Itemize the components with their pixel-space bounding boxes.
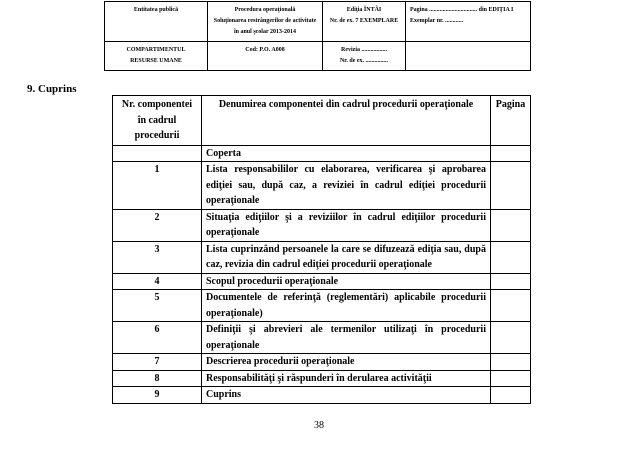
row-number: 9 <box>113 387 202 404</box>
header-row-1 <box>105 2 531 42</box>
row-component-name: Coperta <box>202 145 491 162</box>
row-number: 6 <box>113 322 202 354</box>
row-component-name: Scopul procedurii operaţionale <box>202 273 491 290</box>
procedure-title: Procedura operaţională <box>234 7 296 13</box>
header-row-2 <box>105 42 531 71</box>
row-page <box>491 162 531 210</box>
department-line-1: COMPARTIMENTUL <box>126 47 186 53</box>
table-row <box>113 145 531 162</box>
page-edition-label: Pagina ................................ din EDIŢIA I <box>410 7 514 13</box>
row-component-name: Situaţia ediţiilor şi a reviziilor în cadrul ediţiilor procedurii operaţionale <box>202 209 491 241</box>
page-number: 38 <box>314 420 324 431</box>
empty-cell <box>406 42 531 71</box>
table-row <box>113 290 531 322</box>
procedure-subtitle: Soluţionarea restrângerilor de activitate în anul şcolar 2013-2014 <box>213 18 317 35</box>
row-number: 2 <box>113 209 202 241</box>
code-cell <box>208 42 323 71</box>
edition-cell <box>323 2 406 42</box>
table-row <box>113 273 531 290</box>
header-page: Pagina <box>491 96 531 146</box>
row-component-name: Lista cuprinzând persoanele la care se difuzează ediţia sau, după caz, revizia din cadrul ediţiei procedurii operaţionale <box>202 241 491 273</box>
table-row <box>113 241 531 273</box>
row-page <box>491 273 531 290</box>
row-page <box>491 145 531 162</box>
table-row <box>113 322 531 354</box>
entity-label: Entitatea publică <box>133 7 179 13</box>
row-page <box>491 322 531 354</box>
row-number <box>113 145 202 162</box>
table-row <box>113 370 531 387</box>
contents-body <box>113 145 531 403</box>
revision-copies-label: Nr. de ex. ............... <box>339 58 389 64</box>
row-page <box>491 354 531 371</box>
copy-number-label: Exemplar nr. ............ <box>410 18 464 24</box>
table-row <box>113 162 531 210</box>
page-info-cell <box>406 2 531 42</box>
row-page <box>491 290 531 322</box>
procedure-code: Cod: P.O. A008 <box>245 47 285 53</box>
row-component-name: Definiţii şi abrevieri ale termenilor utilizaţi în procedurii operaţionale <box>202 322 491 354</box>
row-number: 4 <box>113 273 202 290</box>
copies-label: Nr. de ex. 7 EXEMPLARE <box>329 18 399 24</box>
document-header-table <box>104 1 531 71</box>
procedure-cell <box>208 2 323 42</box>
department-line-2: RESURSE UMANE <box>130 58 182 64</box>
table-row <box>113 387 531 404</box>
table-row <box>113 354 531 371</box>
row-component-name: Descrierea procedurii operaţionale <box>202 354 491 371</box>
row-page <box>491 387 531 404</box>
row-page <box>491 370 531 387</box>
row-number: 7 <box>113 354 202 371</box>
row-page <box>491 209 531 241</box>
contents-table <box>112 95 531 404</box>
row-number: 3 <box>113 241 202 273</box>
department-cell <box>105 42 208 71</box>
row-page <box>491 241 531 273</box>
edition-label: Ediţia ÎNTÂI <box>346 7 382 13</box>
table-row <box>113 209 531 241</box>
revision-label: Revizia ................. <box>341 47 387 53</box>
header-name: Denumirea componentei din cadrul procedurii operaţionale <box>202 96 491 146</box>
header-number: Nr. componentei în cadrul procedurii <box>113 96 202 146</box>
section-title: 9. Cuprins <box>27 83 77 95</box>
row-component-name: Responsabilităţi şi răspunderi în derularea activităţii <box>202 370 491 387</box>
row-component-name: Documentele de referinţă (reglementări) aplicabile procedurii operaţionale) <box>202 290 491 322</box>
contents-header-row <box>113 96 531 146</box>
row-component-name: Lista responsabililor cu elaborarea, verificarea şi aprobarea ediţiei sau, după caz, a reviziei în cadrul ediţiei procedurii operaţionale <box>202 162 491 210</box>
revision-cell <box>323 42 406 71</box>
row-component-name: Cuprins <box>202 387 491 404</box>
row-number: 5 <box>113 290 202 322</box>
row-number: 1 <box>113 162 202 210</box>
entity-cell <box>105 2 208 42</box>
row-number: 8 <box>113 370 202 387</box>
